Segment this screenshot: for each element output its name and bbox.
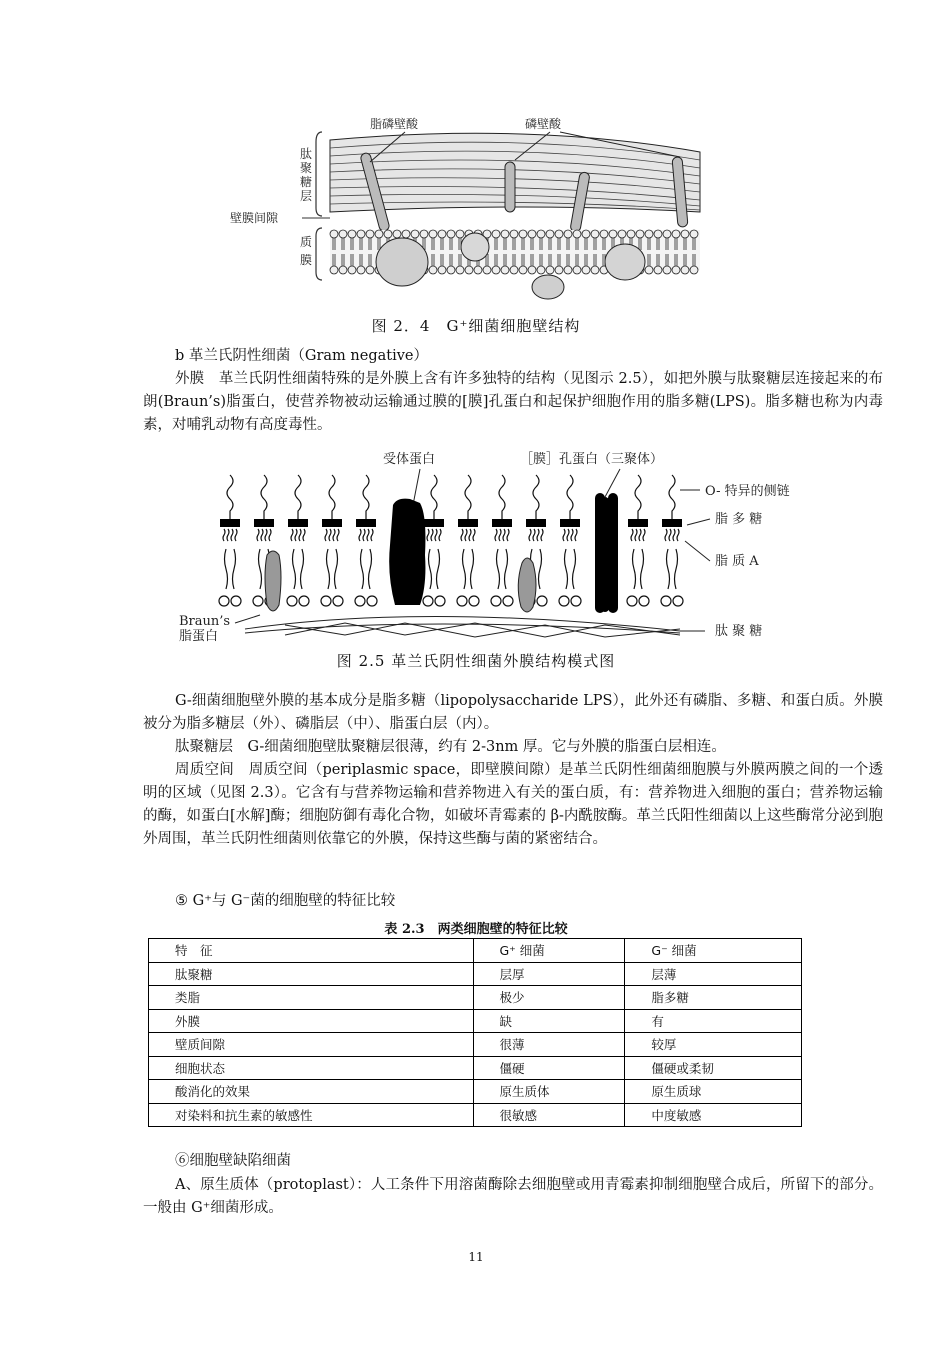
table-row [149,1056,802,1080]
paragraph-peptidoglycan: 肽聚糖层 G-细菌细胞壁肽聚糖层很薄，约有 2-3nm 厚。它与外膜的脂蛋白层相连。 [175,739,726,755]
table-cell: 很薄 [473,1033,625,1057]
table-row [149,1103,802,1127]
table-cell: 对染料和抗生素的敏感性 [149,1103,474,1127]
figure-2-4-caption: 图 2．4 G⁺细菌细胞壁结构 [371,317,581,335]
section-5-heading: ⑤ G⁺与 G⁻菌的细胞壁的特征比较 [175,893,396,909]
label-lipid-a: 脂 质 A [715,554,759,569]
section-b-heading: b 革兰氏阴性细菌（Gram negative） [175,348,428,364]
page-number: 11 [468,1250,484,1264]
label-receptor-protein: 受体蛋白 [383,452,436,467]
table-header-row [149,939,802,963]
svg-text:质: 质 [300,235,313,249]
paragraph-g-outer-membrane: G-细菌细胞壁外膜的基本成分是脂多糖（lipopolysaccharide LPS），此外还有磷脂、多糖、和蛋白质。外膜被分为脂多糖层（外）、磷脂层（中）、脂蛋白层（内）。 [143,693,883,732]
paragraph-protoplast: A、原生质体（protoplast）：人工条件下用溶菌酶除去细胞壁或用青霉素抑制细胞壁合成后，所留下的部分。一般由 G⁺细菌形成。 [143,1177,883,1216]
table-header-cell: G⁻ 细菌 [625,939,802,963]
svg-text:肽: 肽 [300,147,313,161]
table-row [149,1033,802,1057]
table-cell: 脂多糖 [625,986,802,1010]
label-periplasm: 壁膜间隙 [230,211,279,225]
table-header-cell: 特 征 [149,939,474,963]
table-cell: 类脂 [149,986,474,1010]
label-o-specific-chain: O- 特异的侧链 [705,484,790,499]
table-cell: 壁质间隙 [149,1033,474,1057]
table-cell: 肽聚糖 [149,962,474,986]
table-row [149,1009,802,1033]
table-cell: 较厚 [625,1033,802,1057]
table-2-3-caption: 表 2.3 两类细胞壁的特征比较 [384,922,568,937]
label-lipoteichoic-acid: 脂磷壁酸 [370,117,419,131]
table-cell: 外膜 [149,1009,474,1033]
table-cell: 层薄 [625,962,802,986]
table-row [149,986,802,1010]
label-porin: ［膜］孔蛋白（三聚体） [520,452,664,467]
table-cell: 缺 [473,1009,625,1033]
svg-text:层: 层 [300,189,313,203]
label-braun-lipoprotein-1: Braun’s [179,614,231,629]
comparison-table [148,938,802,1127]
section-6-heading: ⑥细胞壁缺陷细菌 [175,1153,291,1169]
table-row [149,1080,802,1104]
label-braun-lipoprotein-2: 脂蛋白 [179,629,219,644]
table-cell: 极少 [473,986,625,1010]
table-cell: 层厚 [473,962,625,986]
table-cell: 原生质体 [473,1080,625,1104]
svg-text:糖: 糖 [300,175,313,189]
figure-2-5-gram-negative-outer-membrane [175,445,815,645]
label-lps: 脂 多 糖 [715,512,763,527]
svg-text:聚: 聚 [300,161,313,175]
table-cell: 有 [625,1009,802,1033]
svg-text:膜: 膜 [300,253,313,267]
paragraph-outer-membrane: 外膜 革兰氏阴性细菌特殊的是外膜上含有许多独特的结构（见图示 2.5），如把外膜与肽聚糖层连接起来的布朗(Braun’s)脂蛋白，使营养物被动运输通过膜的[膜]孔蛋白和起保护细胞作用的脂多糖(LPS)。脂多糖也称为内毒素，对哺乳动物有高度毒性。 [143,371,883,433]
table-cell: 僵硬或柔韧 [625,1056,802,1080]
table-cell: 原生质球 [625,1080,802,1104]
label-teichoic-acid: 磷壁酸 [525,117,562,131]
table-cell: 中度敏感 [625,1103,802,1127]
figure-2-4-gram-positive-wall [230,112,730,312]
label-peptidoglycan: 肽 聚 糖 [715,624,763,639]
figure-2-5-caption: 图 2.5 革兰氏阴性细菌外膜结构模式图 [336,652,616,670]
table-cell: 很敏感 [473,1103,625,1127]
paragraph-periplasmic-space: 周质空间 周质空间（periplasmic space，即壁膜间隙）是革兰氏阴性细菌细胞膜与外膜两膜之间的一个透明的区域（见图 2.3）。它含有与营养物运输和营养物进入有关的蛋白质，有：营养物进入细胞的蛋白；营养物运输的酶，如蛋白[水解]酶；细胞防御有毒化合物，如破坏青霉素的 β-内酰胺酶。革兰氏阳性细菌以上这些酶常分泌到胞外周围，革兰氏阴性细菌则依靠它的外膜，保持这些酶与菌的紧密结合。 [143,762,883,847]
table-header-cell: G⁺ 细菌 [473,939,625,963]
table-cell: 酸消化的效果 [149,1080,474,1104]
table-row [149,962,802,986]
table-cell: 僵硬 [473,1056,625,1080]
table-cell: 细胞状态 [149,1056,474,1080]
